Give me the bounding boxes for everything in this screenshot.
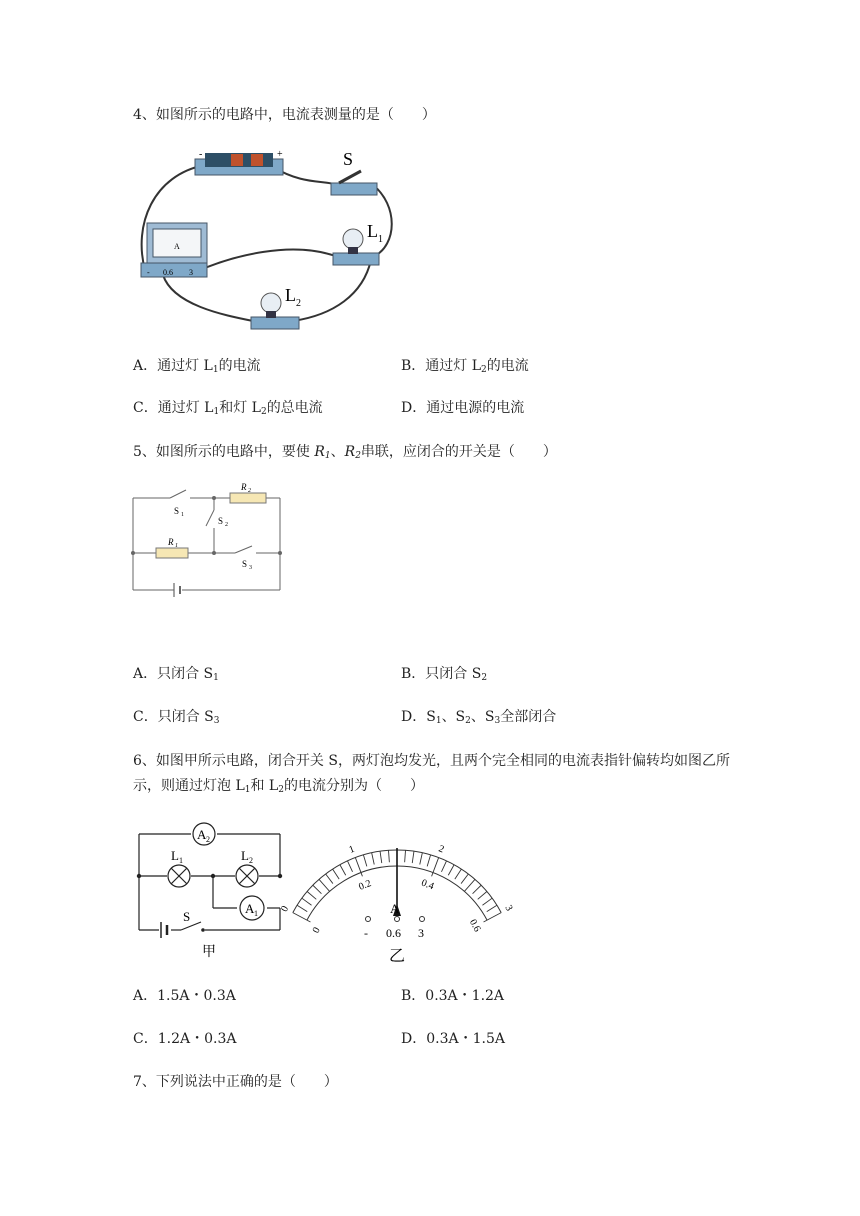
- meter-tick: [484, 913, 502, 922]
- meter-tick: [388, 850, 389, 862]
- question-6-stem-line-2: 示，则通过灯泡 $L_1$和 $L_2$的电流分别为（ ）: [133, 778, 424, 795]
- l1-subscript: 1: [179, 856, 183, 865]
- meter-tick: [380, 851, 382, 863]
- l2-subscript: 2: [249, 856, 253, 865]
- meter-tick: [297, 905, 307, 911]
- question-6-option-c[interactable]: C．1.2A・0.3A: [133, 1031, 237, 1047]
- switch-s-label: S: [183, 909, 191, 924]
- question-5-stem: 5、如图所示的电路中，要使 $R_1$、$R_2$串联，应闭合的开关是（ ）: [133, 444, 557, 461]
- meter-tick: [461, 874, 468, 884]
- question-4-option-b[interactable]: B．通过灯 $L_2$的电流: [401, 358, 529, 375]
- meter-tick: [340, 865, 346, 876]
- ammeter-letter: A: [174, 242, 180, 251]
- meter-tick: [441, 861, 446, 872]
- meter-tick: [307, 892, 316, 900]
- question-6-meter-figure: [279, 818, 515, 966]
- meter-terminal-minus: -: [364, 926, 368, 940]
- meter-tick: [302, 898, 312, 905]
- lamp-l2-label: L: [285, 285, 296, 305]
- r1-subscript: 1: [175, 543, 178, 549]
- a1-subscript: 1: [254, 909, 258, 918]
- question-6-option-a[interactable]: A．1.5A・0.3A: [133, 988, 236, 1004]
- figure-jia-caption: 甲: [202, 945, 216, 960]
- question-4-option-d[interactable]: D．通过电源的电流: [401, 400, 525, 416]
- meter-outer-tick-label: 0: [279, 904, 292, 914]
- meter-tick: [326, 874, 333, 884]
- ammeter-terminal-0.6: 0.6: [163, 268, 173, 277]
- question-4-option-a[interactable]: A．通过灯 $L_1$的电流: [133, 358, 261, 375]
- lamp-l2-subscript: 2: [296, 298, 301, 309]
- question-5-option-d[interactable]: D．$S_1$、$S_2$、$S_3$全部闭合: [401, 709, 557, 726]
- s1-label: S: [174, 506, 180, 516]
- meter-terminal-3-dot: [420, 917, 425, 922]
- meter-tick: [478, 892, 487, 900]
- meter-tick: [313, 885, 322, 893]
- meter-tick: [372, 853, 375, 865]
- meter-inner-tick-label: 0: [310, 925, 323, 936]
- lamp-l1-label: L: [367, 221, 378, 241]
- meter-tick: [420, 853, 423, 865]
- meter-inner-tick-label: 0.2: [357, 878, 373, 893]
- meter-unit-label: A: [390, 901, 400, 916]
- r1-label: R: [168, 537, 174, 547]
- meter-tick: [482, 898, 492, 905]
- meter-tick: [348, 861, 353, 872]
- question-6-option-b[interactable]: B．0.3A・1.2A: [401, 988, 505, 1004]
- meter-inner-tick-label: 0.6: [466, 917, 483, 934]
- meter-terminal-minus-dot: [366, 917, 371, 922]
- meter-tick: [448, 865, 454, 876]
- meter-tick: [455, 869, 462, 879]
- a2-label: A: [197, 827, 207, 842]
- meter-tick: [464, 879, 475, 891]
- a1-label: A: [245, 901, 255, 916]
- a2-subscript: 2: [206, 835, 210, 844]
- meter-tick: [293, 913, 311, 922]
- meter-outer-tick-label: 1: [347, 843, 357, 856]
- question-4-option-c[interactable]: C．通过灯 $L_1$和灯 $L_2$的总电流: [133, 400, 323, 417]
- meter-tick: [487, 905, 497, 911]
- meter-inner-tick-label: 0.4: [419, 877, 436, 893]
- question-5-option-a[interactable]: A．只闭合 $S_1$: [133, 666, 219, 683]
- meter-outer-tick-label: 2: [436, 843, 446, 856]
- meter-tick: [473, 885, 482, 893]
- meter-terminal-3: 3: [418, 926, 424, 940]
- s3-label: S: [242, 559, 248, 569]
- ammeter-terminal-minus: -: [147, 268, 150, 277]
- battery-minus-label: -: [199, 149, 203, 160]
- question-6-option-d[interactable]: D．0.3A・1.5A: [401, 1031, 505, 1047]
- s1-subscript: 1: [181, 512, 184, 518]
- r2-label: R: [241, 482, 247, 492]
- meter-terminal-0.6-dot: [395, 917, 400, 922]
- ammeter-terminal-3: 3: [189, 268, 193, 277]
- s2-subscript: 2: [225, 522, 228, 528]
- question-4-circuit-figure: [133, 145, 393, 335]
- lamp-l1-subscript: 1: [378, 234, 383, 245]
- question-5-option-b[interactable]: B．只闭合 $S_2$: [401, 666, 488, 683]
- meter-outer-tick-label: 3: [502, 903, 515, 913]
- meter-tick: [412, 851, 414, 863]
- s2-label: S: [218, 516, 224, 526]
- question-7-stem: 7、下列说法中正确的是（ ）: [133, 1074, 338, 1090]
- meter-tick: [363, 855, 366, 867]
- meter-tick: [427, 855, 430, 867]
- s3-subscript: 3: [249, 565, 252, 571]
- meter-tick: [333, 869, 340, 879]
- meter-tick: [319, 879, 330, 891]
- question-5-circuit-figure: [130, 480, 285, 595]
- meter-tick: [405, 850, 406, 862]
- l2-label: L: [241, 848, 249, 863]
- meter-terminal-0.6: 0.6: [386, 926, 401, 940]
- battery-plus-label: +: [277, 149, 283, 160]
- l1-label: L: [171, 848, 179, 863]
- question-4-stem: 4、如图所示的电路中，电流表测量的是（ ）: [133, 107, 436, 123]
- question-6-stem-line-1: 6、如图甲所示电路，闭合开关 S，两灯泡均发光，且两个完全相同的电流表指针偏转均如图乙所: [133, 753, 730, 769]
- question-6-circuit-figure: [125, 818, 290, 963]
- figure-yi-caption: 乙: [389, 948, 406, 965]
- question-5-option-c[interactable]: C．只闭合 $S_3$: [133, 709, 220, 726]
- r2-subscript: 2: [248, 488, 251, 494]
- switch-s-label: S: [343, 149, 354, 169]
